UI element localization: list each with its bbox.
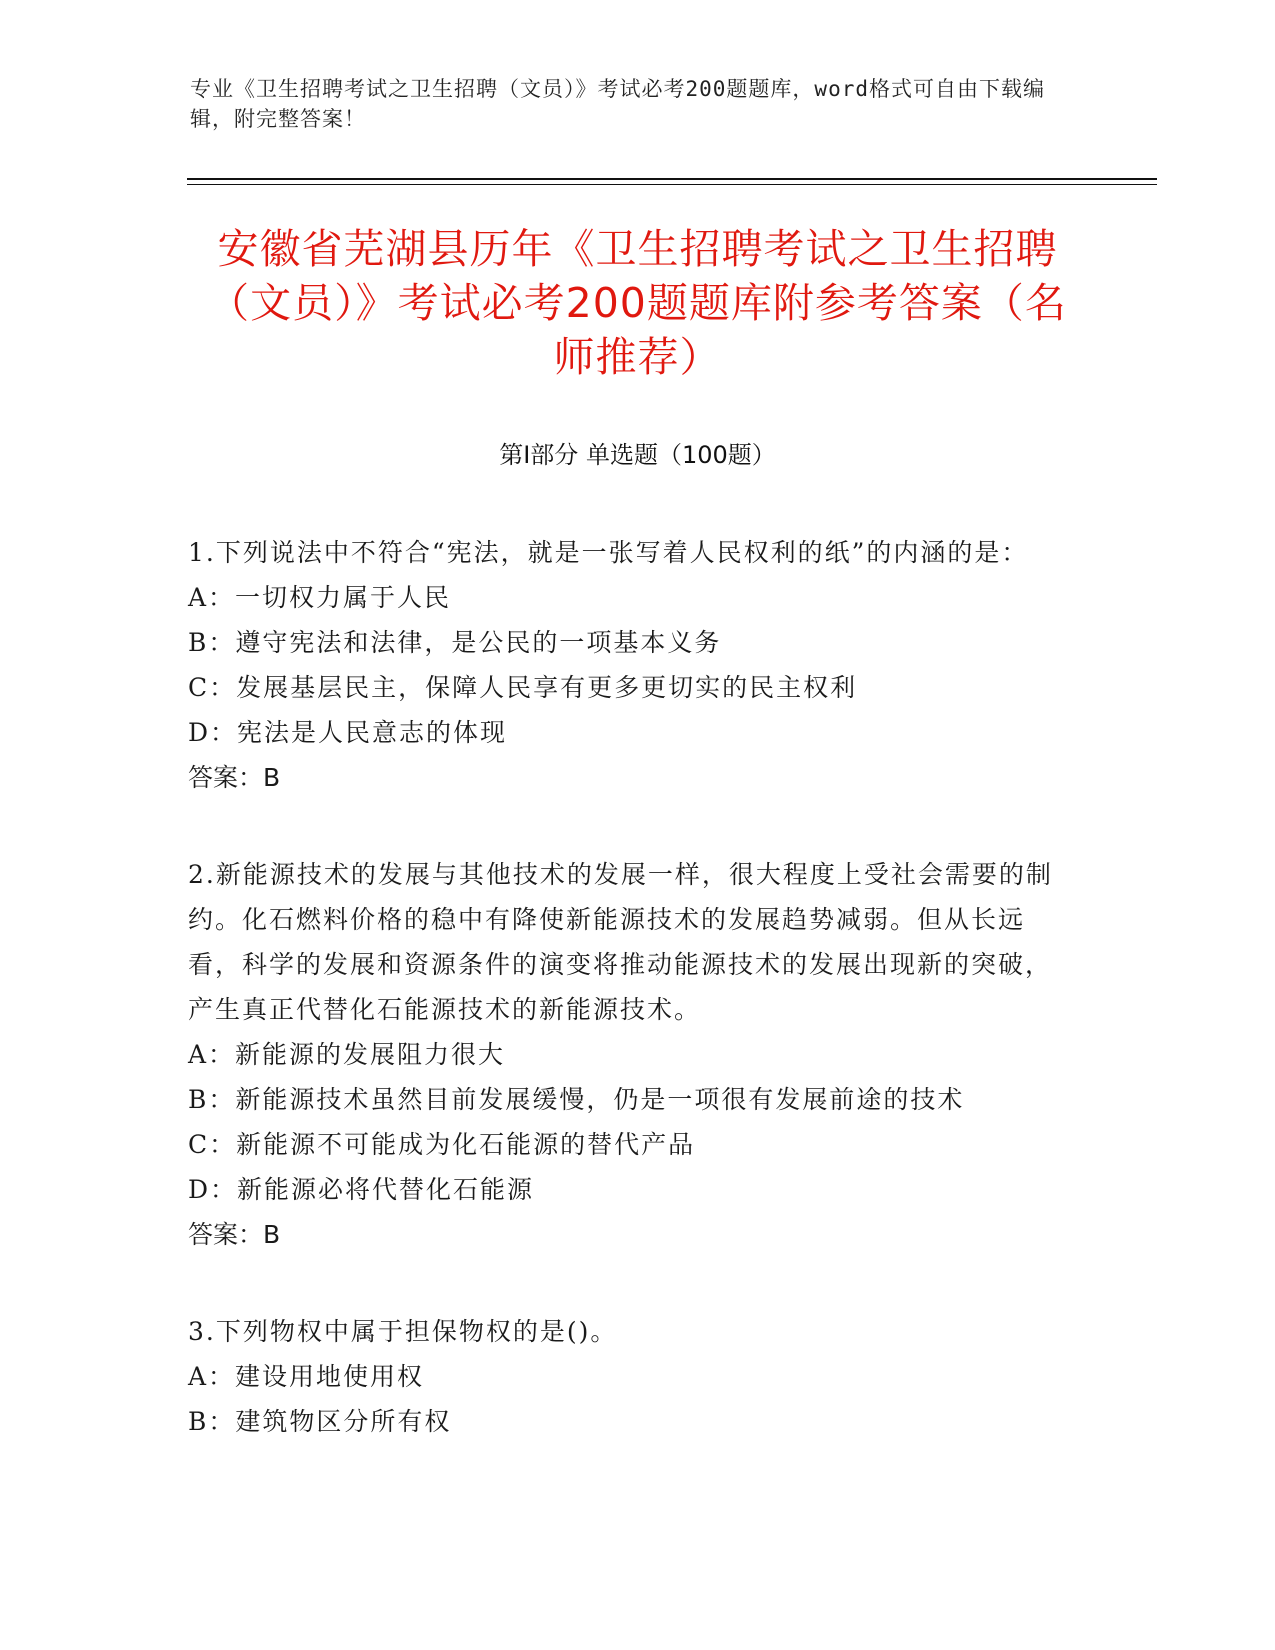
option-d: D：新能源必将代替化石能源	[188, 1175, 535, 1204]
option-a: A：建设用地使用权	[188, 1362, 425, 1391]
option-b: B：新能源技术虽然目前发展缓慢，仍是一项很有发展前途的技术	[188, 1085, 965, 1114]
section-heading: 第I部分 单选题（100题）	[499, 441, 776, 469]
header-note: 专业《卫生招聘考试之卫生招聘（文员）》考试必考200题题库，word格式可自由下载编辑，附完整答案！	[190, 77, 1045, 131]
header-rule-thin	[187, 184, 1157, 185]
option-a: A：一切权力属于人民	[188, 583, 452, 612]
option-c: C：新能源不可能成为化石能源的替代产品	[188, 1130, 696, 1159]
question-stem: 2.新能源技术的发展与其他技术的发展一样，很大程度上受社会需要的制约。化石燃料价格的稳中有降使新能源技术的发展趋势减弱。但从长远看，科学的发展和资源条件的演变将推动能源技术的发展出现新的突破，产生真正代替化石能源技术的新能源技术。	[188, 860, 1053, 1024]
question-3	[188, 1309, 1068, 1444]
question-2	[188, 852, 1068, 1257]
option-a: A：新能源的发展阻力很大	[188, 1040, 506, 1069]
question-1	[188, 530, 1068, 800]
answer: 答案：B	[188, 763, 281, 792]
document-title: 安徽省芜湖县历年《卫生招聘考试之卫生招聘（文员）》考试必考200题题库附参考答案（名师推荐）	[208, 225, 1067, 381]
answer: 答案：B	[188, 1220, 281, 1249]
header-rule-thick	[187, 178, 1157, 180]
question-list	[188, 530, 1068, 1496]
question-stem: 1.下列说法中不符合“宪法，就是一张写着人民权利的纸”的内涵的是：	[188, 538, 1029, 567]
option-d: D：宪法是人民意志的体现	[188, 718, 508, 747]
question-stem: 3.下列物权中属于担保物权的是()。	[188, 1317, 618, 1346]
option-b: B：建筑物区分所有权	[188, 1407, 452, 1436]
option-b: B：遵守宪法和法律，是公民的一项基本义务	[188, 628, 722, 657]
option-c: C：发展基层民主，保障人民享有更多更切实的民主权利	[188, 673, 858, 702]
